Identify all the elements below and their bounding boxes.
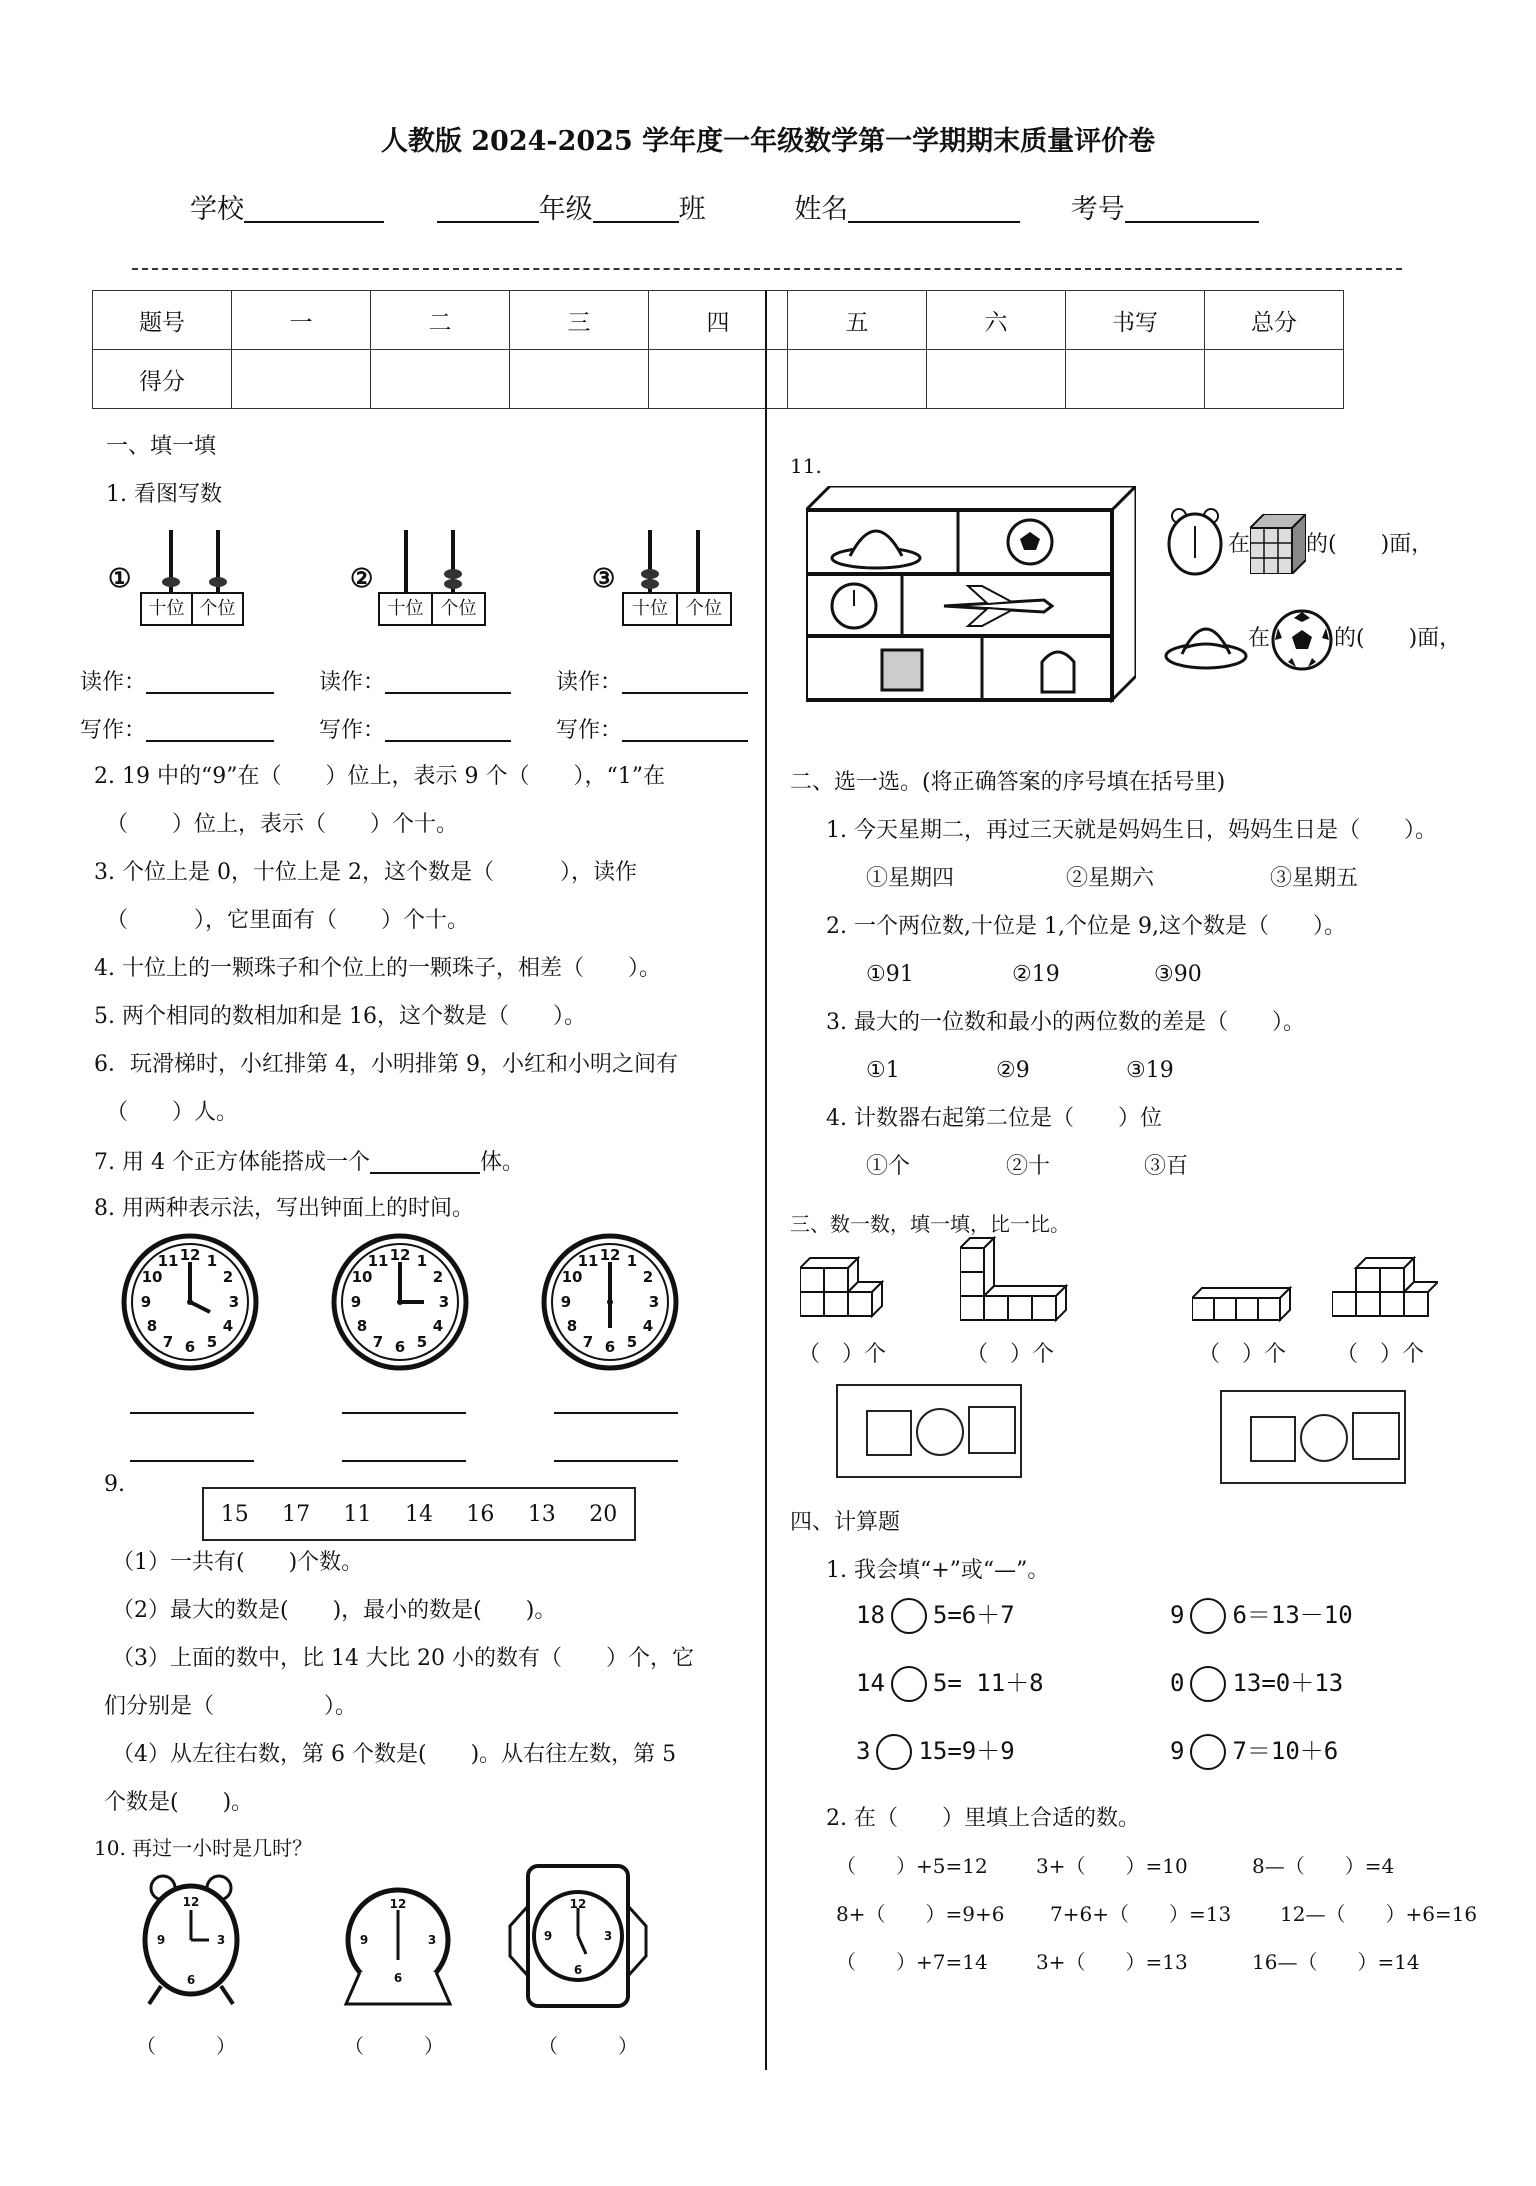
svg-text:6: 6	[184, 1338, 196, 1356]
name-field[interactable]	[848, 199, 1020, 223]
question-1-9-4a: （4）从左往右数，第 6 个数是( )。从右往左数，第 5	[112, 1742, 677, 1767]
number-item: 15	[220, 1501, 249, 1527]
count-answer[interactable]: （ ）个	[966, 1342, 1055, 1367]
square-shape	[968, 1406, 1016, 1454]
question-1-2a: 2. 19 中的“9”在（ ）位上，表示 9 个（ ），“1”在	[94, 764, 665, 789]
write-answer-3[interactable]	[622, 718, 748, 742]
fill-item[interactable]: （ ）+5=12	[836, 1854, 988, 1878]
alarm-clock-icon	[1162, 506, 1228, 582]
read-answer-1[interactable]	[146, 670, 274, 694]
ones-label: 个位	[199, 598, 236, 619]
question-1-1: 1. 看图写数	[106, 482, 222, 507]
svg-text:12: 12	[182, 1895, 200, 1909]
clock-icon	[540, 1232, 680, 1372]
svg-text:9: 9	[359, 1933, 369, 1947]
option[interactable]: ②19	[1012, 962, 1060, 987]
read-row	[80, 670, 748, 694]
fill-item[interactable]: 7+6+（ ）=13	[1050, 1902, 1232, 1926]
fill-item[interactable]: （ ）+7=14	[836, 1950, 988, 1974]
question-1-9-label: 9.	[104, 1472, 125, 1497]
square-shape	[1250, 1416, 1296, 1462]
table-cell: 总分	[1205, 291, 1344, 350]
svg-text:2: 2	[642, 1268, 654, 1286]
question-2-3: 3. 最大的一位数和最小的两位数的差是（ ）。	[826, 1010, 1305, 1035]
svg-text:5: 5	[626, 1333, 638, 1351]
abacus-2-label: ②	[350, 564, 374, 594]
read-answer-3[interactable]	[622, 670, 748, 694]
exam-no-label: 考号	[1070, 194, 1125, 225]
equation	[1170, 1666, 1343, 1702]
score-table-score-row	[93, 350, 1344, 409]
table-cell: 一	[232, 291, 371, 350]
svg-text:10: 10	[141, 1268, 163, 1286]
section-2-heading: 二、选一选。(将正确答案的序号填在括号里)	[790, 770, 1226, 795]
svg-text:3: 3	[216, 1933, 226, 1947]
svg-text:9: 9	[543, 1929, 553, 1943]
question-1-5: 5. 两个相同的数相加和是 16，这个数是（ ）。	[94, 1004, 586, 1029]
equation-left: 14	[856, 1669, 885, 1697]
question-1-10-answer[interactable]: （ ）	[136, 2034, 236, 2058]
svg-text:9: 9	[350, 1293, 362, 1311]
equation-right: 6＝13－10	[1232, 1601, 1353, 1629]
shape-compare-box[interactable]	[1220, 1390, 1406, 1484]
name-label: 姓名	[794, 194, 849, 225]
section-3-heading: 三、数一数，填一填，比一比。	[790, 1212, 1070, 1236]
question-1-4: 4. 十位上的一颗珠子和个位上的一颗珠子，相差（ ）。	[94, 956, 661, 981]
ones-label: 个位	[686, 598, 722, 619]
svg-text:7: 7	[372, 1333, 384, 1351]
count-answer[interactable]: （ ）个	[1198, 1342, 1287, 1367]
equation	[856, 1666, 1044, 1702]
operator-circle[interactable]	[876, 1734, 912, 1770]
time-answer-line[interactable]	[130, 1412, 254, 1414]
number-item: 17	[282, 1501, 311, 1527]
svg-text:8: 8	[566, 1317, 578, 1335]
svg-text:12: 12	[569, 1897, 587, 1911]
write-label: 写作：	[80, 718, 147, 743]
score-input-cell[interactable]	[1205, 350, 1344, 409]
column-divider	[765, 290, 767, 2070]
score-table	[92, 290, 1344, 409]
question-1-7	[94, 1150, 524, 1174]
time-answer-line[interactable]	[554, 1412, 678, 1414]
svg-text:3: 3	[438, 1293, 450, 1311]
abacus-1-base	[140, 592, 244, 626]
score-input-cell[interactable]	[1066, 350, 1205, 409]
table-cell: 题号	[93, 291, 232, 350]
option[interactable]: ③90	[1154, 962, 1202, 987]
fill-item[interactable]: 3+（ ）=10	[1036, 1854, 1188, 1878]
svg-text:5: 5	[206, 1333, 218, 1351]
read-label: 读作：	[319, 670, 386, 695]
question-2-2-options	[866, 964, 1386, 986]
svg-text:10: 10	[351, 1268, 373, 1286]
svg-text:9: 9	[156, 1933, 166, 1947]
svg-text:4: 4	[642, 1317, 654, 1335]
abacus-3-label: ③	[592, 564, 616, 594]
equation	[1170, 1734, 1338, 1770]
score-table-header-row	[93, 291, 1344, 350]
equation-right: 7＝10＋6	[1232, 1737, 1339, 1765]
abacus-1-label: ①	[108, 564, 132, 594]
equation-right: 5=6＋7	[932, 1601, 1015, 1629]
read-answer-2[interactable]	[385, 670, 511, 694]
time-answer-line[interactable]	[130, 1460, 254, 1462]
clock-icon	[120, 1232, 260, 1372]
question-2-4: 4. 计数器右起第二位是（ ）位	[826, 1106, 1162, 1131]
svg-text:12: 12	[599, 1246, 621, 1264]
svg-text:6: 6	[393, 1971, 403, 1985]
svg-text:3: 3	[648, 1293, 660, 1311]
svg-text:10: 10	[561, 1268, 583, 1286]
school-label: 学校	[190, 194, 244, 225]
svg-text:3: 3	[228, 1293, 240, 1311]
equation-left: 9	[1170, 1601, 1185, 1629]
question-2-2: 2. 一个两位数,十位是 1,个位是 9,这个数是（ ）。	[826, 914, 1346, 939]
question-1-9-3a: （3）上面的数中，比 14 大比 20 小的数有（ ）个，它	[112, 1646, 694, 1671]
section-1-heading: 一、填一填	[106, 434, 217, 459]
square-shape	[1352, 1412, 1400, 1460]
question-1-9-3b: 们分别是（ ）。	[104, 1694, 358, 1719]
svg-text:12: 12	[389, 1246, 411, 1264]
question-1-2b: （ ）位上，表示（ ）个十。	[106, 812, 459, 837]
svg-text:6: 6	[394, 1338, 406, 1356]
table-cell: 五	[788, 291, 927, 350]
question-1-9-4b: 个数是( )。	[104, 1790, 254, 1815]
tens-label: 十位	[380, 594, 433, 624]
svg-text:6: 6	[604, 1338, 616, 1356]
circle-shape	[1300, 1414, 1348, 1462]
table-cell: 书写	[1066, 291, 1205, 350]
q11-line1-end: 的( )面，	[1306, 532, 1434, 557]
fill-item[interactable]: 12—（ ）+6=16	[1280, 1902, 1478, 1926]
square-shape	[866, 1410, 912, 1456]
operator-circle[interactable]	[891, 1666, 927, 1702]
svg-text:2: 2	[222, 1268, 234, 1286]
equation-right: 13=0＋13	[1232, 1669, 1344, 1697]
score-input-cell[interactable]	[510, 350, 649, 409]
soccer-ball-icon	[1270, 608, 1334, 672]
cube-stack-icon	[1192, 1284, 1292, 1334]
operator-circle[interactable]	[891, 1598, 927, 1634]
fill-item[interactable]: 8+（ ）=9+6	[836, 1902, 1005, 1926]
option[interactable]: ②9	[996, 1058, 1030, 1083]
alarm-clock-icon	[136, 1870, 246, 2010]
write-label: 写作：	[556, 718, 623, 743]
equation-left: 18	[856, 1601, 885, 1629]
equation	[1170, 1598, 1353, 1634]
clock-icon	[330, 1232, 470, 1372]
svg-text:12: 12	[179, 1246, 201, 1264]
svg-text:9: 9	[560, 1293, 572, 1311]
wall-clock-icon	[508, 1862, 648, 2010]
question-1-9-1: （1）一共有( )个数。	[112, 1550, 364, 1575]
time-answer-line[interactable]	[342, 1460, 466, 1462]
read-label: 读作：	[556, 670, 623, 695]
time-answer-line[interactable]	[342, 1412, 466, 1414]
page-title: 人教版 2024-2025 学年度一年级数学第一学期期末质量评价卷	[380, 126, 1156, 157]
option[interactable]: ②十	[1006, 1154, 1051, 1179]
section-4-heading: 四、计算题	[790, 1510, 901, 1535]
svg-text:8: 8	[356, 1317, 368, 1335]
question-2-1-options	[866, 868, 1386, 890]
table-cell: 四	[649, 291, 788, 350]
shape-compare-box[interactable]	[836, 1384, 1022, 1478]
fill-item[interactable]: 8—（ ）=4	[1252, 1854, 1395, 1878]
question-2-4-options	[866, 1156, 1386, 1178]
svg-text:12: 12	[389, 1897, 407, 1911]
fill-item[interactable]: 16—（ ）=14	[1252, 1950, 1420, 1974]
svg-text:7: 7	[162, 1333, 174, 1351]
q11-line2-mid: 在	[1248, 626, 1271, 651]
option[interactable]: ③百	[1144, 1154, 1189, 1179]
option[interactable]: ①91	[866, 962, 914, 987]
operator-circle[interactable]	[1190, 1598, 1226, 1634]
abacus-1	[108, 526, 236, 620]
question-1-3a: 3. 个位上是 0，十位上是 2，这个数是（ ），读作	[94, 860, 637, 885]
number-item: 13	[527, 1501, 556, 1527]
number-box	[202, 1487, 636, 1541]
question-1-3b: （ ），它里面有（ ）个十。	[106, 908, 470, 933]
option[interactable]: ③星期五	[1270, 866, 1359, 891]
table-cell: 二	[371, 291, 510, 350]
time-answer-line[interactable]	[554, 1460, 678, 1462]
rubiks-cube-icon	[1250, 514, 1306, 574]
svg-text:1: 1	[416, 1252, 428, 1270]
grade-label: 年级	[538, 194, 593, 225]
equation	[856, 1734, 1015, 1770]
write-answer-1[interactable]	[146, 718, 274, 742]
svg-text:2: 2	[432, 1268, 444, 1286]
circle-shape	[916, 1408, 964, 1456]
number-item: 20	[589, 1501, 618, 1527]
svg-text:5: 5	[416, 1333, 428, 1351]
question-1-7-text: 7. 用 4 个正方体能搭成一个	[94, 1150, 370, 1175]
question-1-9-2: （2）最大的数是( )，最小的数是( )。	[112, 1598, 557, 1623]
table-cell: 三	[510, 291, 649, 350]
option[interactable]: ②星期六	[1066, 866, 1155, 891]
equation-right: 5= 11＋8	[932, 1669, 1044, 1697]
abacus-2	[350, 526, 477, 620]
class-field[interactable]	[593, 199, 679, 223]
write-answer-2[interactable]	[385, 718, 511, 742]
equation-left: 0	[1170, 1669, 1185, 1697]
cube-stack-icon	[1332, 1254, 1438, 1324]
svg-text:6: 6	[186, 1973, 196, 1987]
score-input-cell[interactable]	[788, 350, 927, 409]
school-field[interactable]	[244, 199, 384, 223]
option[interactable]: ①个	[866, 1154, 911, 1179]
svg-text:9: 9	[140, 1293, 152, 1311]
question-1-7-suffix: 体。	[479, 1150, 524, 1175]
table-cell: 六	[927, 291, 1066, 350]
desk-clock-icon	[338, 1880, 458, 2010]
table-cell: 得分	[93, 350, 232, 409]
write-label: 写作：	[319, 718, 386, 743]
abacus-3	[592, 526, 722, 620]
option[interactable]: ①星期四	[866, 866, 955, 891]
svg-text:3: 3	[427, 1933, 437, 1947]
equation-left: 3	[856, 1737, 871, 1765]
number-item: 14	[404, 1501, 433, 1527]
question-11-label: 11.	[790, 454, 822, 478]
score-input-cell[interactable]	[371, 350, 510, 409]
svg-text:1: 1	[626, 1252, 638, 1270]
shelf-illustration	[806, 486, 1136, 706]
tens-label: 十位	[142, 594, 193, 624]
question-1-10-answer[interactable]: （ ）	[344, 2034, 444, 2058]
equation-left: 9	[1170, 1737, 1185, 1765]
question-1-7-answer[interactable]	[370, 1150, 480, 1174]
question-1-10-answer[interactable]: （ ）	[538, 2034, 638, 2058]
question-4-2: 2. 在（ ）里填上合适的数。	[826, 1806, 1140, 1831]
exam-no-field[interactable]	[1125, 199, 1259, 223]
equation	[856, 1598, 1015, 1634]
svg-text:3: 3	[603, 1929, 613, 1943]
cube-stack-icon	[960, 1234, 1086, 1324]
svg-text:11: 11	[367, 1252, 389, 1270]
tens-label: 十位	[624, 594, 678, 624]
q11-line2-end: 的( )面，	[1334, 626, 1462, 651]
question-1-6b: （ ）人。	[106, 1100, 239, 1125]
svg-text:6: 6	[573, 1963, 583, 1977]
question-2-3-options	[866, 1060, 1386, 1082]
option[interactable]: ①1	[866, 1058, 900, 1083]
hat-icon	[1164, 610, 1248, 674]
number-item: 11	[343, 1501, 372, 1527]
header-fields	[190, 196, 1259, 223]
grade-field[interactable]	[437, 199, 539, 223]
score-input-cell[interactable]	[927, 350, 1066, 409]
svg-text:1: 1	[206, 1252, 218, 1270]
operator-circle[interactable]	[1190, 1666, 1226, 1702]
write-row	[80, 718, 748, 742]
score-input-cell[interactable]	[232, 350, 371, 409]
abacus-3-base	[622, 592, 732, 626]
question-1-10: 10. 再过一小时是几时？	[94, 1836, 313, 1860]
ones-label: 个位	[440, 598, 477, 619]
equation-right: 15=9＋9	[918, 1737, 1015, 1765]
cut-line	[132, 268, 1402, 270]
class-label: 班	[678, 194, 706, 225]
count-answer[interactable]: （ ）个	[1336, 1342, 1425, 1367]
count-answer[interactable]: （ ）个	[798, 1342, 887, 1367]
q11-line1-mid: 在	[1228, 532, 1251, 557]
read-label: 读作：	[80, 670, 147, 695]
cube-stack-icon	[800, 1254, 900, 1324]
svg-text:7: 7	[582, 1333, 594, 1351]
svg-text:4: 4	[432, 1317, 444, 1335]
question-1-6a: 6．玩滑梯时，小红排第 4，小明排第 9，小红和小明之间有	[94, 1052, 678, 1077]
number-item: 16	[466, 1501, 495, 1527]
option[interactable]: ③19	[1126, 1058, 1174, 1083]
svg-text:11: 11	[157, 1252, 179, 1270]
svg-text:4: 4	[222, 1317, 234, 1335]
svg-text:8: 8	[146, 1317, 158, 1335]
question-2-1: 1. 今天星期二，再过三天就是妈妈生日，妈妈生日是（ ）。	[826, 818, 1437, 843]
operator-circle[interactable]	[1190, 1734, 1226, 1770]
question-1-8: 8. 用两种表示法，写出钟面上的时间。	[94, 1196, 474, 1221]
question-4-1: 1. 我会填“+”或“—”。	[826, 1558, 1050, 1583]
svg-text:11: 11	[577, 1252, 599, 1270]
abacus-2-base	[378, 592, 486, 626]
fill-item[interactable]: 3+（ ）=13	[1036, 1950, 1188, 1974]
